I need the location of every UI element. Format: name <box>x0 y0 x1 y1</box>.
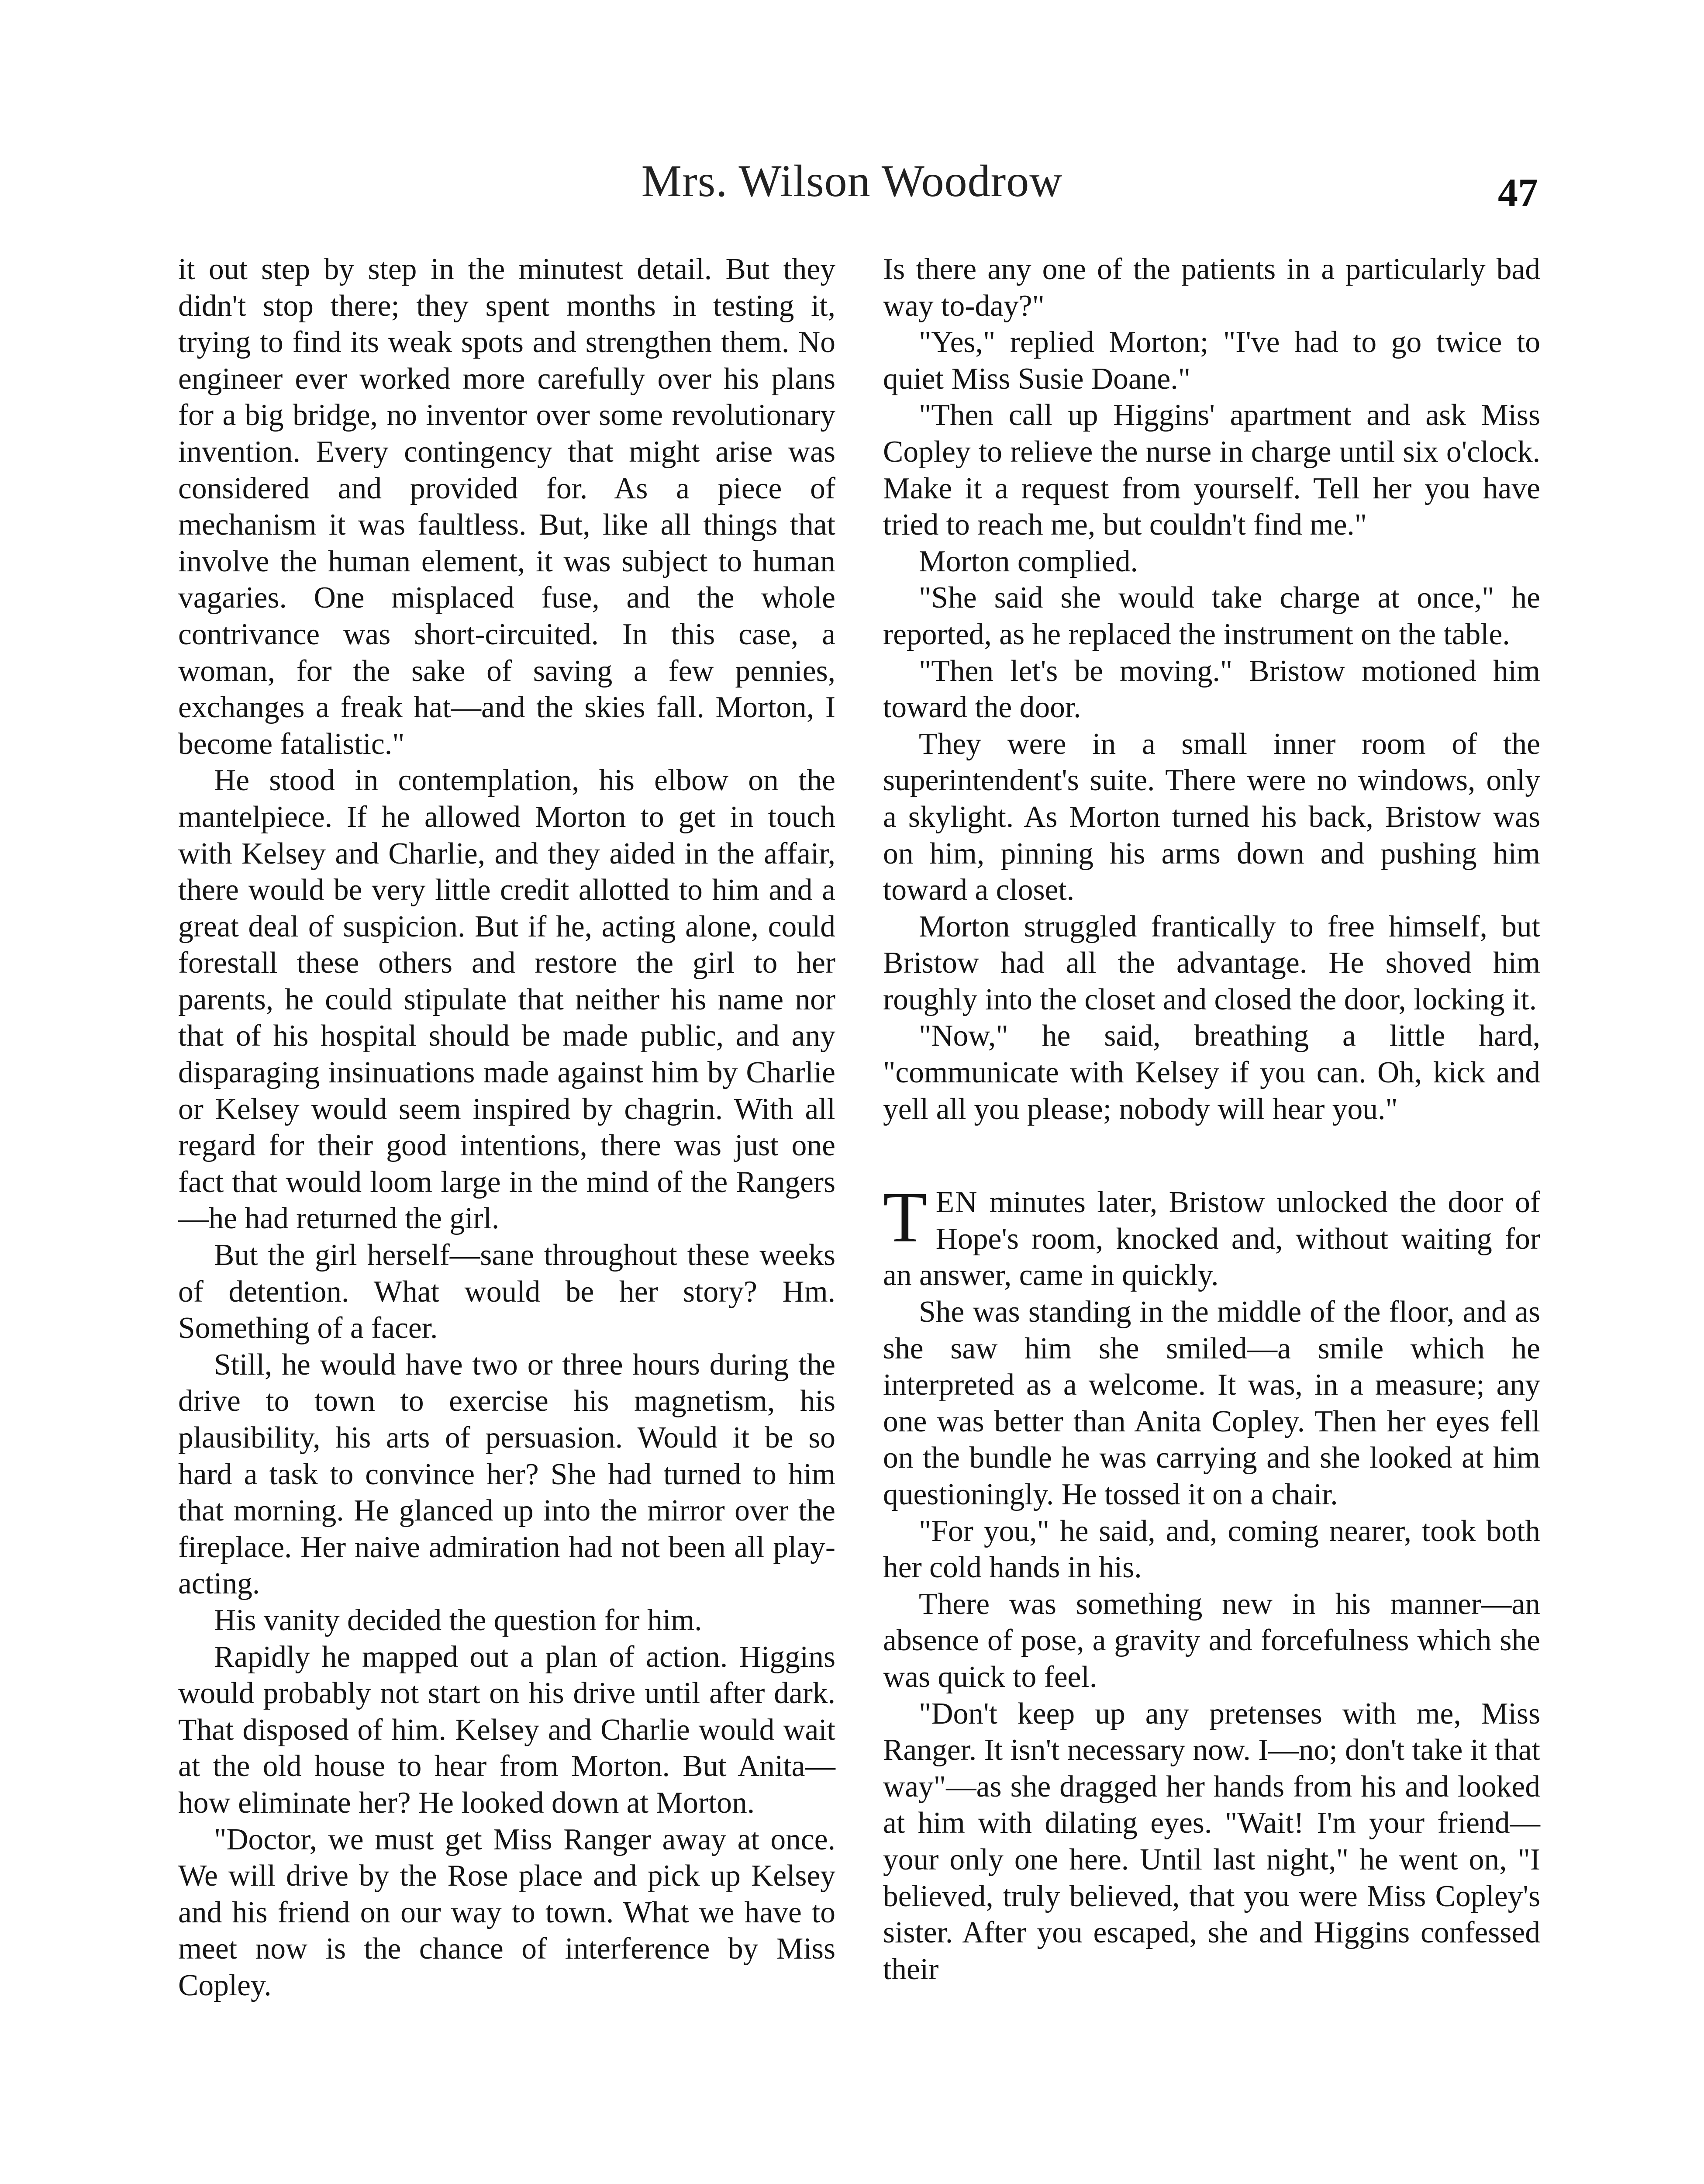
paragraph: "Don't keep up any pretenses with me, Miss Ranger. It isn't necessary now. I—no; don't take it that way"—as she dragged her hands from his and looked at him with dilating eyes. "Wait! I'm your friend—your only one here. Until last night," he went on, "I believed, truly believed, that you were Miss Copley's sister. After you escaped, she and Higgins confessed their <box>883 1697 1540 1986</box>
paragraph: "She said she would take charge at once," he reported, as he replaced the instrument on the table. <box>883 581 1540 651</box>
paragraph: Morton complied. <box>919 544 1138 578</box>
paragraph: She was standing in the middle of the floor, and as she saw him she smiled—a smile which he interpreted as a welcome. It was, in a measure; any one was better than Anita Copley. Then her eyes fell on the bundle he was carrying and she looked at him questioningly. He tossed it on a chair. <box>883 1295 1540 1511</box>
paragraph: But the girl herself—sane throughout these weeks of detention. What would be her story? Hm. Something of a facer. <box>178 1238 835 1345</box>
paragraph: "Doctor, we must get Miss Ranger away at once. We will drive by the Rose place and pick up Kelsey and his friend on our way to town. What we have to meet now is the chance of interference by Miss Copley. <box>178 1822 835 2002</box>
right-column <box>883 251 1540 1987</box>
paragraph: He stood in contemplation, his elbow on the mantelpiece. If he allowed Morton to get in touch with Kelsey and Charlie, and they aided in the affair, there would be very little credit allotted to him and a great deal of suspicion. But if he, acting alone, could forestall these others and restore the girl to her parents, he could stipulate that neither his name nor that of his hospital should be made public, and any disparaging insinuations made against him by Charlie or Kelsey would seem inspired by chagrin. With all regard for their good intentions, there was just one fact that would loom large in the mind of the Rangers—he had returned the girl. <box>178 764 835 1236</box>
paragraph: Rapidly he mapped out a plan of action. Higgins would probably not start on his drive until after dark. That disposed of him. Kelsey and Charlie would wait at the old house to hear from Morton. But Anita—how eliminate her? He looked down at Morton. <box>178 1640 835 1820</box>
paragraph: They were in a small inner room of the superintendent's suite. There were no windows, only a skylight. As Morton turned his back, Bristow was on him, pinning his arms down and pushing him toward a closet. <box>883 727 1540 907</box>
running-head-title: Mrs. Wilson Woodrow <box>641 156 1063 206</box>
paragraph: His vanity decided the question for him. <box>214 1603 702 1637</box>
drop-cap: T <box>883 1177 928 1258</box>
paragraph: There was something new in his manner—an absence of pose, a gravity and forcefulness which she was quick to feel. <box>883 1587 1540 1694</box>
paragraph: Morton struggled frantically to free himself, but Bristow had all the advantage. He shoved him roughly into the closet and closed the door, locking it. <box>883 909 1540 1016</box>
page-number: 47 <box>1498 170 1538 215</box>
section-opening-paragraph <box>883 1177 1540 1294</box>
paragraph: "For you," he said, and, coming nearer, took both her cold hands in his. <box>883 1514 1540 1585</box>
paragraph: "Yes," replied Morton; "I've had to go twice to quiet Miss Susie Doane." <box>883 325 1540 396</box>
paragraph: Still, he would have two or three hours during the drive to town to exercise his magnetism, his plausibility, his arts of persuasion. Would it be so hard a task to convince her? She had turned to him that morning. He glanced up into the mirror over the fireplace. Her naive admiration had not been all play-acting. <box>178 1348 835 1601</box>
paragraph: it out step by step in the minutest detail. But they didn't stop there; they spent months in testing it, trying to find its weak spots and strengthen them. No engineer ever worked more carefully over his plans for a big bridge, no inventor over some revolutionary invention. Every contingency that might arise was considered and provided for. As a piece of mechanism it was faultless. But, like all things that involve the human element, it was subject to human vagaries. One misplaced fuse, and the whole contrivance was short-circuited. In this case, a woman, for the sake of saving a few pennies, exchanges a freak hat—and the skies fall. Morton, I become fatalistic." <box>178 252 835 761</box>
paragraph: "Now," he said, breathing a little hard, "communicate with Kelsey if you can. Oh, kick and yell all you please; nobody will hear you." <box>883 1019 1540 1126</box>
paragraph: Is there any one of the patients in a particularly bad way to-day?" <box>883 252 1540 323</box>
paragraph: "Then call up Higgins' apartment and ask Miss Copley to relieve the nurse in charge until six o'clock. Make it a request from yourself. Tell her you have tried to reach me, but couldn't find me." <box>883 398 1540 542</box>
left-column <box>178 251 835 2004</box>
small-caps-lead: EN <box>935 1185 978 1220</box>
section-opening-text: minutes later, Bristow unlocked the door of Hope's room, knocked and, without waiting for an answer, came in quickly. <box>883 1185 1540 1292</box>
paragraph: "Then let's be moving." Bristow motioned him toward the door. <box>883 654 1540 725</box>
